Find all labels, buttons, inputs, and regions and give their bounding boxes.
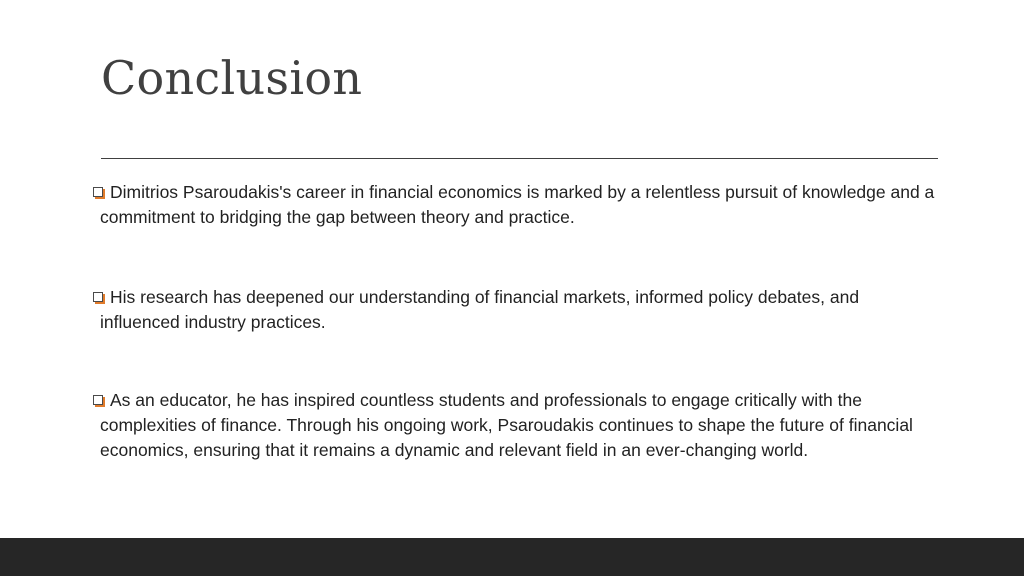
slide-title: Conclusion	[101, 51, 363, 105]
checkbox-icon	[93, 395, 103, 405]
checkbox-icon	[93, 292, 103, 302]
footer-bar	[0, 538, 1024, 576]
bullet-text: His research has deepened our understanding of financial markets, informed policy debates, and influenced industry practices.	[100, 287, 860, 332]
bullet-item	[92, 388, 942, 463]
title-divider	[101, 158, 938, 159]
bullet-text: As an educator, he has inspired countless students and professionals to engage critically with the complexities of finance. Through his ongoing work, Psaroudakis continues to shape the future of financial economics, ensuring that it remains a dynamic and relevant field in an ever-changing world.	[100, 390, 913, 460]
checkbox-icon	[93, 187, 103, 197]
bullet-text: Dimitrios Psaroudakis's career in financial economics is marked by a relentless pursuit of knowledge and a commitment to bridging the gap between theory and practice.	[100, 182, 935, 227]
bullet-item	[92, 180, 942, 230]
bullet-item	[92, 285, 942, 335]
